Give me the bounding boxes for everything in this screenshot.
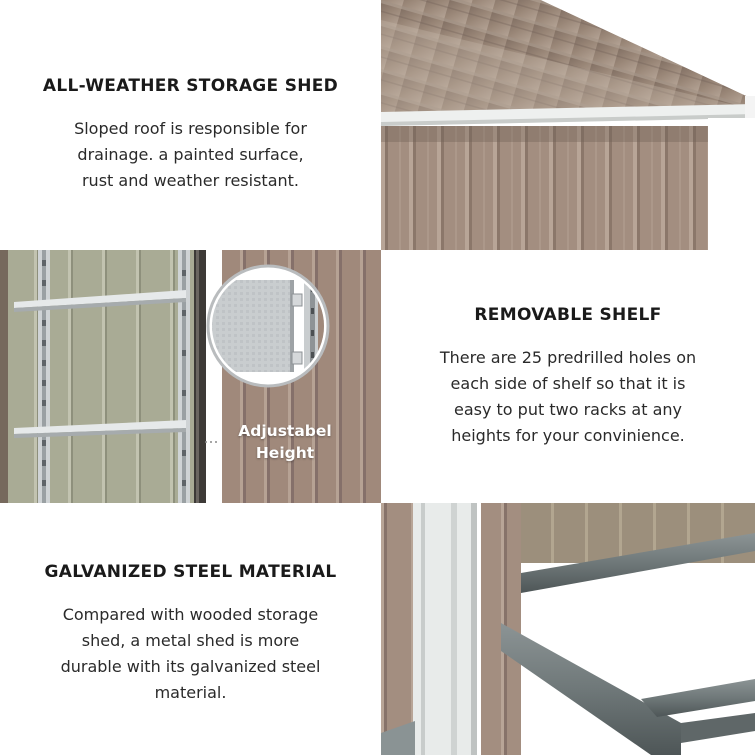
steel-line-4: material. [154, 683, 227, 702]
steel-frame-illustration [381, 503, 755, 755]
steel-line-2: shed, a metal shed is more [81, 631, 300, 650]
overlay-line-2: Height [255, 444, 315, 462]
shelf-heading: REMOVABLE SHELF [474, 304, 662, 325]
steel-section [0, 503, 381, 755]
shelf-description [440, 345, 696, 449]
shelf-photo [0, 250, 381, 503]
steel-heading: GALVANIZED STEEL MATERIAL [44, 562, 337, 582]
shelf-line-3: easy to put two racks at any [453, 399, 683, 419]
weather-line-3: rust and weather resistant. [81, 171, 299, 190]
shelf-section [381, 250, 755, 503]
frame-photo [381, 503, 755, 755]
shelf-line-1: There are 25 predrilled holes on [439, 347, 697, 367]
steel-line-1: Compared with wooded storage [62, 605, 319, 624]
weather-heading: ALL-WEATHER STORAGE SHED [42, 76, 339, 96]
shelf-line-2: each side of shelf so that it is [450, 373, 686, 393]
weather-description [74, 116, 307, 194]
weather-line-2: drainage. a painted surface, [77, 145, 304, 164]
steel-line-3: durable with its galvanized steel [60, 657, 321, 676]
shed-roof-illustration [381, 0, 755, 250]
steel-description [61, 602, 321, 706]
shelf-line-4: heights for your convinience. [451, 425, 685, 445]
shelf-bracket-illustration [0, 250, 381, 503]
overlay-line-1: Adjustabel [238, 422, 332, 440]
weather-line-1: Sloped roof is responsible for [74, 119, 307, 138]
roof-photo [381, 0, 755, 250]
weather-section [0, 0, 381, 250]
adjustable-height-label [230, 420, 340, 464]
